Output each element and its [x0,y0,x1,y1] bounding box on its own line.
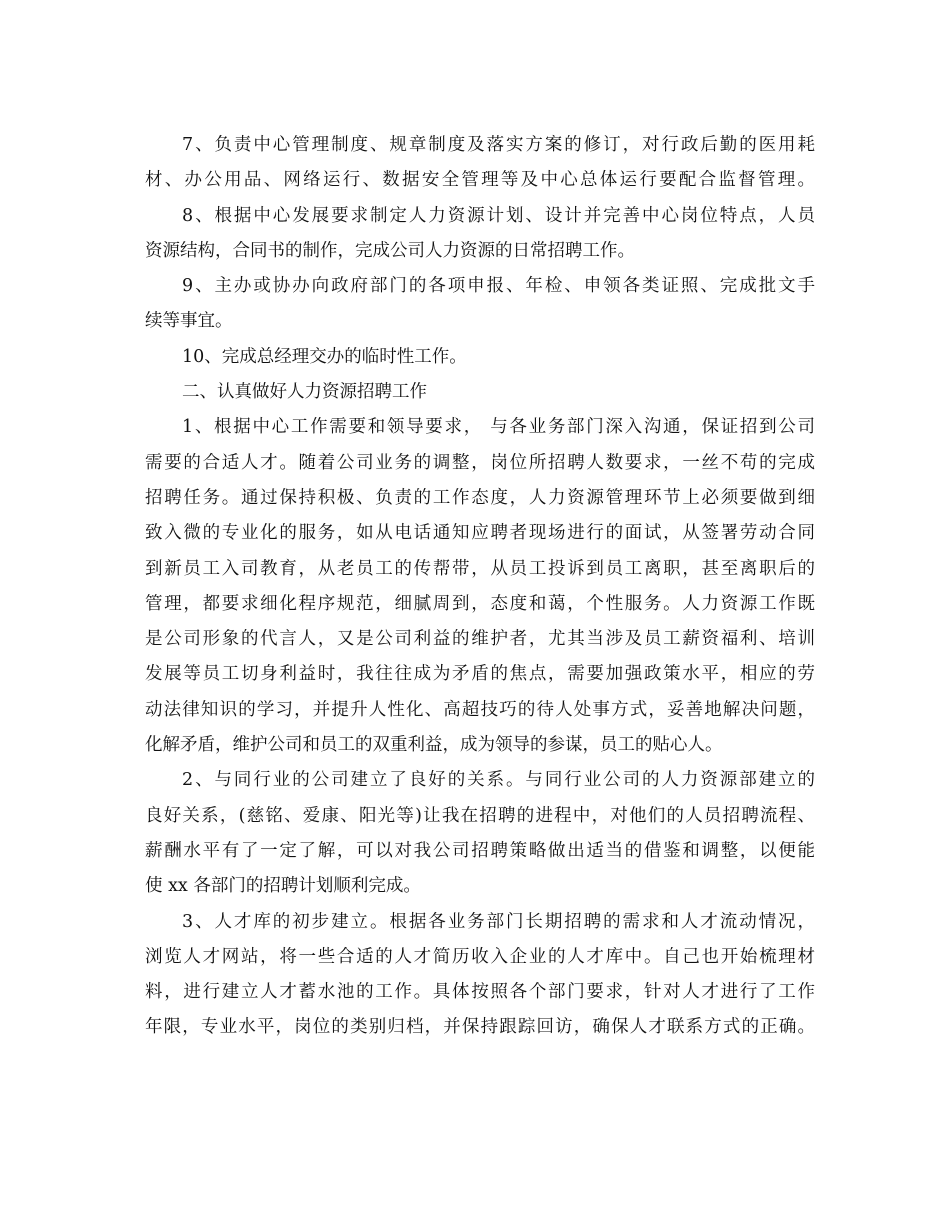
paragraph-line: 8、根据中心发展要求制定人力资源计划、设计并完善中心岗位特点，人员 [182,205,815,226]
paragraph-line: 致入微的专业化的服务，如从电话通知应聘者现场进行的面试，从签署劳动合同 [145,523,815,544]
paragraph-line: 年限，专业水平，岗位的类别归档，并保持跟踪回访，确保人才联系方式的正确。 [145,1017,815,1038]
section-heading: 二、认真做好人力资源招聘工作 [182,382,427,403]
paragraph-line: 到新员工入司教育，从老员工的传帮带，从员工投诉到员工离职，甚至离职后的 [145,558,815,579]
paragraph-line: 发展等员工切身利益时，我往往成为矛盾的焦点，需要加强政策水平，相应的劳 [145,664,815,685]
paragraph-line: 化解矛盾，维护公司和员工的双重利益，成为领导的参谋，员工的贴心人。 [145,735,723,756]
paragraph-line: 使 xx 各部门的招聘计划顺利完成。 [145,876,421,897]
paragraph-line: 材、办公用品、网络运行、数据安全管理等及中心总体运行要配合监督管理。 [145,170,815,191]
paragraph-line: 续等事宜。 [145,311,233,332]
paragraph-line: 2、与同行业的公司建立了良好的关系。与同行业公司的人力资源部建立的 [182,770,815,791]
paragraph-line: 1、根据中心工作需要和领导要求， 与各业务部门深入沟通，保证招到公司 [182,417,815,438]
paragraph-line: 资源结构，合同书的制作，完成公司人力资源的日常招聘工作。 [145,240,635,261]
paragraph-line: 10、完成总经理交办的临时性工作。 [182,346,467,367]
paragraph-line: 管理，都要求细化程序规范，细腻周到，态度和蔼，个性服务。人力资源工作既 [145,593,815,614]
paragraph-line: 7、负责中心管理制度、规章制度及落实方案的修订，对行政后勤的医用耗 [182,135,815,155]
paragraph-line: 需要的合适人才。随着公司业务的调整，岗位所招聘人数要求，一丝不苟的完成 [145,452,815,473]
paragraph-line: 动法律知识的学习，并提升人性化、高超技巧的待人处事方式，妥善地解决问题， [145,699,815,720]
paragraph-line: 薪酬水平有了一定了解，可以对我公司招聘策略做出适当的借鉴和调整，以便能 [145,840,815,861]
paragraph-line: 3、人才库的初步建立。根据各业务部门长期招聘的需求和人才流动情况， [182,911,815,932]
paragraph-line: 是公司形象的代言人，又是公司利益的维护者，尤其当涉及员工薪资福利、培训 [145,629,815,650]
document-body [145,128,815,1046]
paragraph-line: 料，进行建立人才蓄水池的工作。具体按照各个部门要求，针对人才进行了工作 [145,982,815,1003]
paragraph-line: 浏览人才网站，将一些合适的人才简历收入企业的人才库中。自己也开始梳理材 [145,946,815,967]
paragraph-line: 9、主办或协办向政府部门的各项申报、年检、申领各类证照、完成批文手 [182,276,815,297]
paragraph-line: 良好关系，(慈铭、爱康、阳光等)让我在招聘的进程中，对他们的人员招聘流程、 [145,805,815,826]
paragraph-line: 招聘任务。通过保持积极、负责的工作态度，人力资源管理环节上必须要做到细 [145,487,815,508]
